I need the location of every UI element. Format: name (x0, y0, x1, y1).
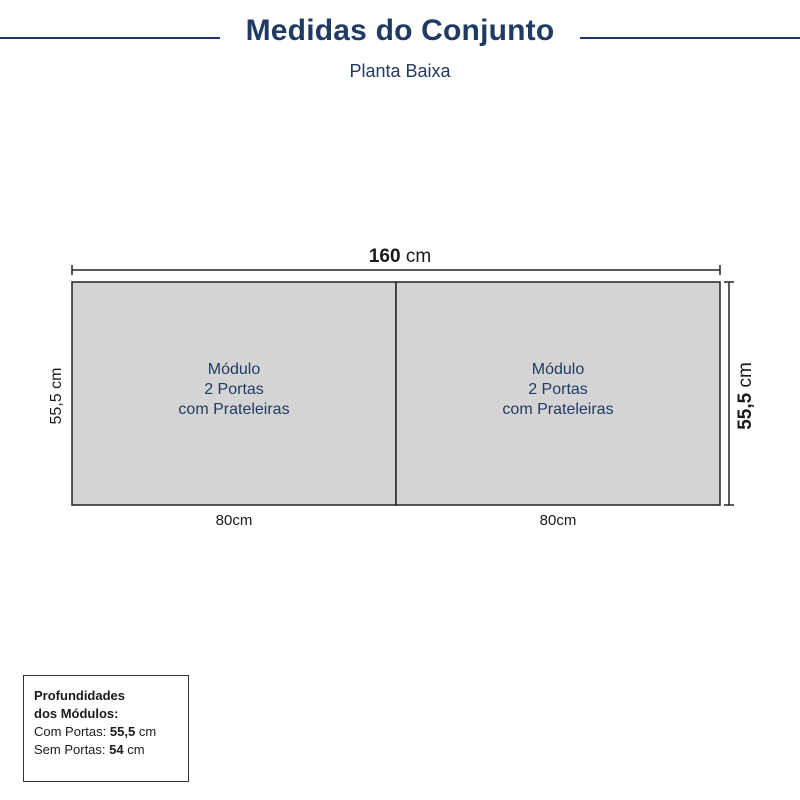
info-without-doors-unit: cm (127, 742, 145, 757)
module-left-line1: Módulo (207, 361, 261, 378)
module-right-label (396, 360, 720, 420)
depth-info-box (23, 675, 189, 782)
info-with-doors (34, 723, 188, 741)
total-width-unit: cm (405, 246, 432, 267)
module-right-line3: com Prateleiras (502, 401, 614, 418)
info-heading-line2: dos Módulos: (34, 706, 119, 721)
module-left-label (72, 360, 396, 420)
right-height-unit: cm (735, 362, 756, 388)
module-right-line2: 2 Portas (528, 381, 588, 398)
info-with-doors-unit: cm (138, 724, 157, 739)
info-without-doors (34, 741, 188, 759)
info-without-doors-label: Sem Portas: (34, 742, 106, 757)
right-height-label (735, 351, 759, 441)
page-subtitle: Planta Baixa (349, 61, 451, 81)
left-height-label: 55,5 cm (48, 367, 65, 425)
info-with-doors-value: 55,5 (109, 724, 136, 739)
total-width-value: 160 (368, 246, 401, 267)
info-without-doors-value: 54 (109, 742, 124, 757)
total-width-label (320, 246, 480, 268)
module-left-line3: com Prateleiras (178, 401, 290, 418)
info-heading-line1: Profundidades (34, 688, 126, 703)
info-with-doors-label: Com Portas: (34, 724, 107, 739)
module-right-width-label: 80cm (539, 512, 577, 529)
page-title: Medidas do Conjunto (245, 14, 555, 47)
right-height-value: 55,5 (735, 392, 756, 430)
module-right-line1: Módulo (531, 361, 585, 378)
module-left-line2: 2 Portas (204, 381, 264, 398)
module-left-width-label: 80cm (215, 512, 253, 529)
